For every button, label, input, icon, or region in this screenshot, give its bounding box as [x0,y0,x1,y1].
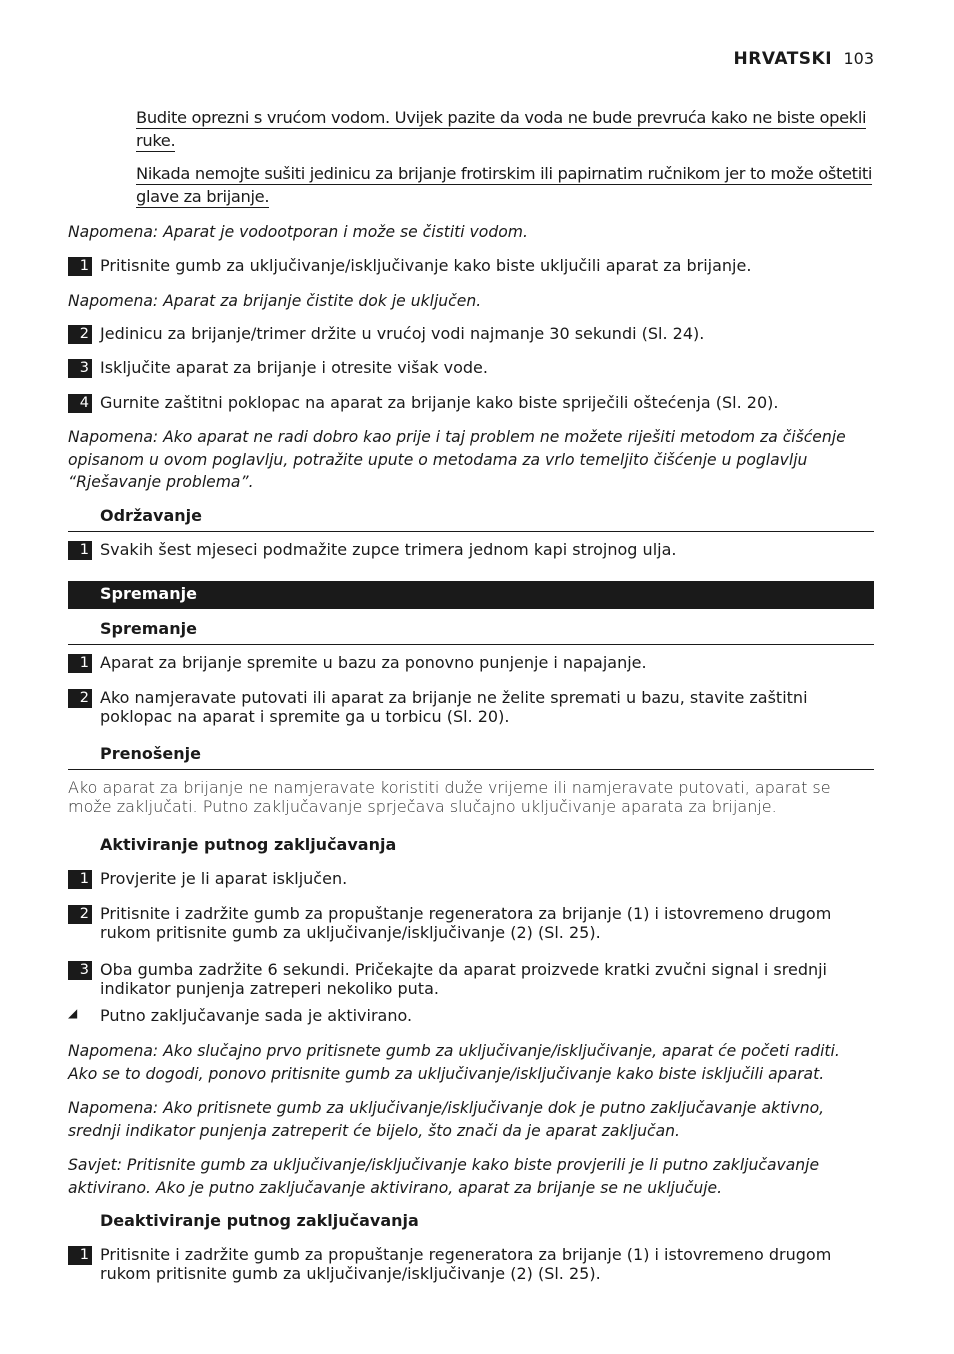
warning-line: glave za brijanje. [136,186,270,206]
tip-check-lock: Savjet: Pritisnite gumb za uključivanje/isključivanje kako biste provjerili je li putno zaključavanje aktivirano. Ako je putno zaključavanje aktivirano, aparat za brijanje se ne uključuje. [68,1156,820,1197]
note-locked-indicator: Napomena: Ako pritisnete gumb za uključivanje/isključivanje dok je putno zaključavanje aktivno, srednji indikator punjenja zatreperit će bijelo, što znači da je aparat zaključan. [68,1099,825,1140]
step-text: Isključite aparat za brijanje i otresite višak vode. [100,358,488,377]
step-text: Ako namjeravate putovati ili aparat za brijanje ne želite spremati u bazu, stavite zaštitni poklopac na aparat i spremite ga u torbicu (Sl. 20). [100,688,808,726]
warning-line: Nikada nemojte sušiti jedinicu za brijanje frotirskim ili papirnatim ručnikom jer to može oštetiti [136,164,873,183]
transport-paragraph: Ako aparat za brijanje ne namjeravate koristiti duže vrijeme ili namjeravate putovati, aparat se može zaključati. Putno zaključavanje sprječava slučajno uključivanje aparata za brijanje. [68,778,831,816]
step-text: Pritisnite i zadržite gumb za propuštanje regeneratora za brijanje (1) i istovremeno drugom rukom pritisnite gumb za uključivanje/isključivanje (2) (Sl. 25). [100,1245,832,1283]
note-accidental-press: Napomena: Ako slučajno prvo pritisnete gumb za uključivanje/isključivanje, aparat će početi raditi. Ako se to dogodi, ponovo pritisnite gumb za uključivanje/isključivanje kako biste isključili aparat. [68,1042,840,1083]
arrow-bullet-icon: ◢ [68,1006,78,1020]
section-maintenance-title [68,503,874,532]
section-transport-title [68,741,874,770]
step-number: 4 [68,394,92,413]
step-number: 2 [68,905,92,924]
section-title: Spremanje [100,619,197,638]
warning-hot-water [136,107,916,152]
note-waterproof: Napomena: Aparat je vodootporan i može se čistiti vodom. [68,223,528,241]
section-storage-title [68,616,874,645]
subsection-deactivate-title: Deaktiviranje putnog zaključavanja [100,1211,419,1230]
step-number: 1 [68,541,92,560]
step-text: Oba gumba zadržite 6 sekundi. Pričekajte da aparat proizvede kratki zvučni signal i srednji indikator punjenja zatreperi nekoliko puta. [100,960,827,998]
step-text: Svakih šest mjeseci podmažite zupce trimera jednom kapi strojnog ulja. [100,540,677,559]
step-number: 1 [68,1246,92,1265]
step-number: 3 [68,961,92,980]
result-text: Putno zaključavanje sada je aktivirano. [100,1006,413,1025]
section-title: Održavanje [100,506,203,525]
warning-towel [136,163,916,208]
warning-line: ruke. [136,130,176,150]
step-number: 2 [68,325,92,344]
note-clean-on: Napomena: Aparat za brijanje čistite dok je uključen. [68,292,482,310]
step-text: Jedinicu za brijanje/trimer držite u vrućoj vodi najmanje 30 sekundi (Sl. 24). [100,324,705,343]
page-number: 103 [843,49,874,68]
step-number: 1 [68,870,92,889]
step-number: 1 [68,654,92,673]
chapter-title: Spremanje [100,584,197,603]
step-text: Provjerite je li aparat isključen. [100,869,348,888]
step-number: 2 [68,689,92,708]
language-label: HRVATSKI [733,49,833,69]
step-number: 1 [68,257,92,276]
step-number: 3 [68,359,92,378]
chapter-bar-storage [68,581,874,609]
step-text: Gurnite zaštitni poklopac na aparat za brijanje kako biste spriječili oštećenja (Sl. 20). [100,393,779,412]
step-text: Pritisnite gumb za uključivanje/isključivanje kako biste uključili aparat za brijanje. [100,256,752,275]
step-text: Pritisnite i zadržite gumb za propuštanje regeneratora za brijanje (1) i istovremeno drugom rukom pritisnite gumb za uključivanje/isključivanje (2) (Sl. 25). [100,904,832,942]
step-text: Aparat za brijanje spremite u bazu za ponovno punjenje i napajanje. [100,653,647,672]
note-troubleshooting: Napomena: Ako aparat ne radi dobro kao prije i taj problem ne možete riješiti metodom za čišćenje opisanom u ovom poglavlju, potražite upute o metodama za vrlo temeljito čišćenje u poglavlju “Rješavanje problema”. [68,428,846,491]
subsection-activate-title: Aktiviranje putnog zaključavanja [100,835,397,854]
section-title: Prenošenje [100,744,201,763]
warning-line: Budite oprezni s vrućom vodom. Uvijek pazite da voda ne bude prevruća kako ne biste opekli [136,108,867,127]
page-header [734,49,874,69]
